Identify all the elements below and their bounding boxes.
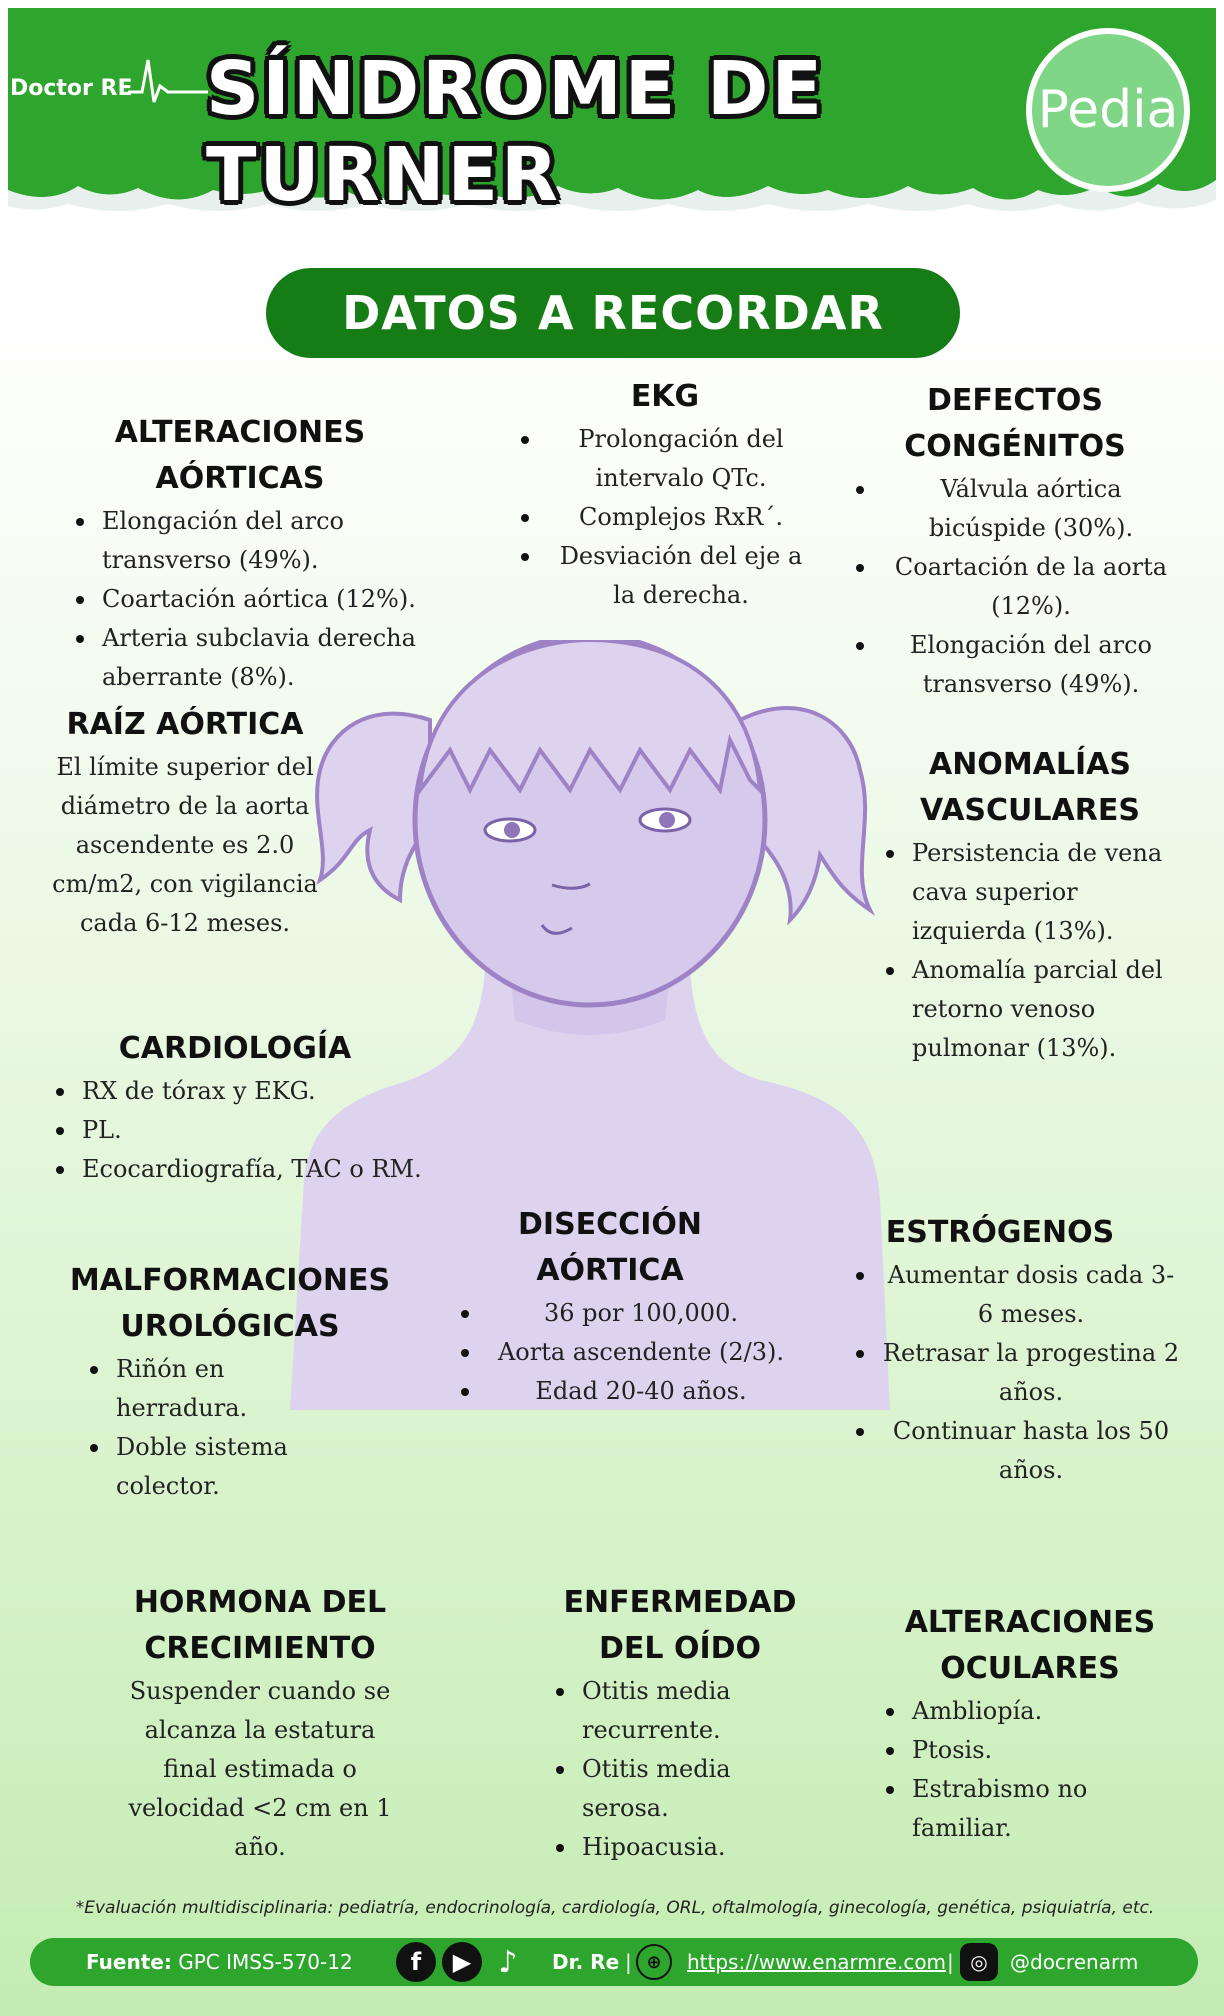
facebook-icon[interactable]: f	[396, 1942, 436, 1982]
section-title-line-1: DEFECTOS	[927, 383, 1103, 418]
list-item: Retrasar la progestina 2 años.	[850, 1334, 1180, 1412]
section-estrogenos	[850, 1210, 1180, 1490]
list-item: Aumentar dosis cada 3-6 meses.	[850, 1256, 1180, 1334]
footer-bar	[30, 1938, 1198, 1986]
banner-label: DATOS A RECORDAR	[342, 286, 884, 340]
footer-separator: |	[625, 1950, 632, 1974]
section-raiz-aortica	[40, 702, 330, 943]
section-title-line-1: ALTERACIONES	[904, 1605, 1156, 1640]
list-item: Otitis media recurrente.	[550, 1672, 810, 1750]
section-malformaciones-urologicas	[60, 1258, 400, 1506]
section-title: RAÍZ AÓRTICA	[66, 707, 304, 742]
heartbeat-icon	[128, 52, 208, 108]
section-hormona-crecimiento	[115, 1580, 405, 1867]
section-title-line-2: OCULARES	[940, 1651, 1120, 1686]
globe-icon: ⊕	[636, 1944, 672, 1980]
list-item: Riñón en herradura.	[84, 1350, 360, 1428]
list-item: Coartación de la aorta (12%).	[850, 548, 1180, 626]
source-value: GPC IMSS-570-12	[178, 1950, 353, 1974]
footer-author: Dr. Re	[552, 1950, 620, 1974]
page-title: SÍNDROME DE TURNER	[206, 46, 826, 218]
section-defectos-congenitos	[850, 378, 1180, 704]
brand-logo-text: Doctor RE	[10, 76, 133, 101]
section-title-line-1: DISECCIÓN	[518, 1207, 702, 1242]
list-item: Estrabismo no familiar.	[880, 1770, 1180, 1848]
list-item: Ambliopía.	[880, 1692, 1180, 1731]
list-item: Persistencia de vena cava superior izquierda (13%).	[880, 834, 1180, 951]
list-item: Desviación del eje a la derecha.	[515, 537, 815, 615]
section-title-line-2: CRECIMIENTO	[144, 1631, 376, 1666]
section-title-line-2: UROLÓGICAS	[120, 1309, 340, 1344]
section-title-line-1: ANOMALÍAS	[928, 747, 1131, 782]
list-item: Ptosis.	[880, 1731, 1180, 1770]
footer-handle[interactable]: @docrenarm	[1010, 1950, 1139, 1974]
tiktok-icon[interactable]: ♪	[498, 1944, 518, 1980]
section-alteraciones-oculares	[880, 1600, 1180, 1848]
list-item: Prolongación del intervalo QTc.	[515, 420, 815, 498]
section-alteraciones-aorticas	[30, 410, 450, 697]
section-anomalias-vasculares	[880, 742, 1180, 1068]
list-item: PL.	[50, 1111, 450, 1150]
list-item: Anomalía parcial del retorno venoso pulmonar (13%).	[880, 951, 1180, 1068]
footnote: *Evaluación multidisciplinaria: pediatría, endocrinología, cardiología, ORL, oftalmología, ginecología, genética, psiquiatría, etc.	[75, 1898, 1155, 1918]
list-item: Continuar hasta los 50 años.	[850, 1412, 1180, 1490]
footer-website-link[interactable]: https://www.enarmre.com	[687, 1950, 947, 1974]
list-item: Edad 20-40 años.	[455, 1372, 795, 1411]
section-cardiologia	[50, 1026, 450, 1189]
section-title: ALTERACIONES AÓRTICAS	[114, 415, 366, 496]
section-title-line-2: CONGÉNITOS	[904, 429, 1126, 464]
footer-source	[86, 1950, 353, 1974]
section-diseccion-aortica	[455, 1202, 795, 1411]
section-title-line-2: AÓRTICA	[536, 1253, 684, 1288]
list-item: Hipoacusia.	[550, 1828, 810, 1867]
section-title: CARDIOLOGÍA	[118, 1031, 352, 1066]
section-text: Suspender cuando se alcanza la estatura final estimada o velocidad <2 cm en 1 año.	[128, 1677, 392, 1861]
pedia-badge	[1026, 28, 1190, 192]
section-title-line-1: MALFORMACIONES	[69, 1263, 391, 1298]
section-enfermedad-oido	[550, 1580, 810, 1867]
list-item: Doble sistema colector.	[84, 1428, 360, 1506]
list-item: Ecocardiografía, TAC o RM.	[50, 1150, 450, 1189]
section-title: ESTRÓGENOS	[885, 1215, 1115, 1250]
list-item: Elongación del arco transverso (49%).	[850, 626, 1180, 704]
youtube-icon[interactable]: ▶	[442, 1942, 482, 1982]
list-item: Arteria subclavia derecha aberrante (8%).	[70, 619, 450, 697]
list-item: Válvula aórtica bicúspide (30%).	[850, 470, 1180, 548]
list-item: Coartación aórtica (12%).	[70, 580, 450, 619]
section-title-line-2: DEL OÍDO	[598, 1631, 762, 1666]
instagram-icon[interactable]: ◎	[960, 1943, 998, 1981]
section-title: EKG	[630, 379, 700, 414]
section-title-line-1: HORMONA DEL	[133, 1585, 387, 1620]
list-item: Complejos RxR´.	[515, 498, 815, 537]
section-title-line-1: ENFERMEDAD	[563, 1585, 797, 1620]
footer-separator: |	[947, 1950, 954, 1974]
section-ekg	[515, 374, 815, 615]
list-item: Aorta ascendente (2/3).	[455, 1333, 795, 1372]
section-text: El límite superior del diámetro de la aorta ascendente es 2.0 cm/m2, con vigilancia cada 6-12 meses.	[52, 753, 318, 937]
list-item: Elongación del arco transverso (49%).	[70, 502, 450, 580]
list-item: 36 por 100,000.	[455, 1294, 795, 1333]
section-title-line-2: VASCULARES	[920, 793, 1140, 828]
list-item: RX de tórax y EKG.	[50, 1072, 450, 1111]
list-item: Otitis media serosa.	[550, 1750, 810, 1828]
pedia-badge-label: Pedia	[1037, 80, 1179, 140]
source-label: Fuente:	[86, 1950, 172, 1974]
section-banner	[266, 268, 960, 358]
